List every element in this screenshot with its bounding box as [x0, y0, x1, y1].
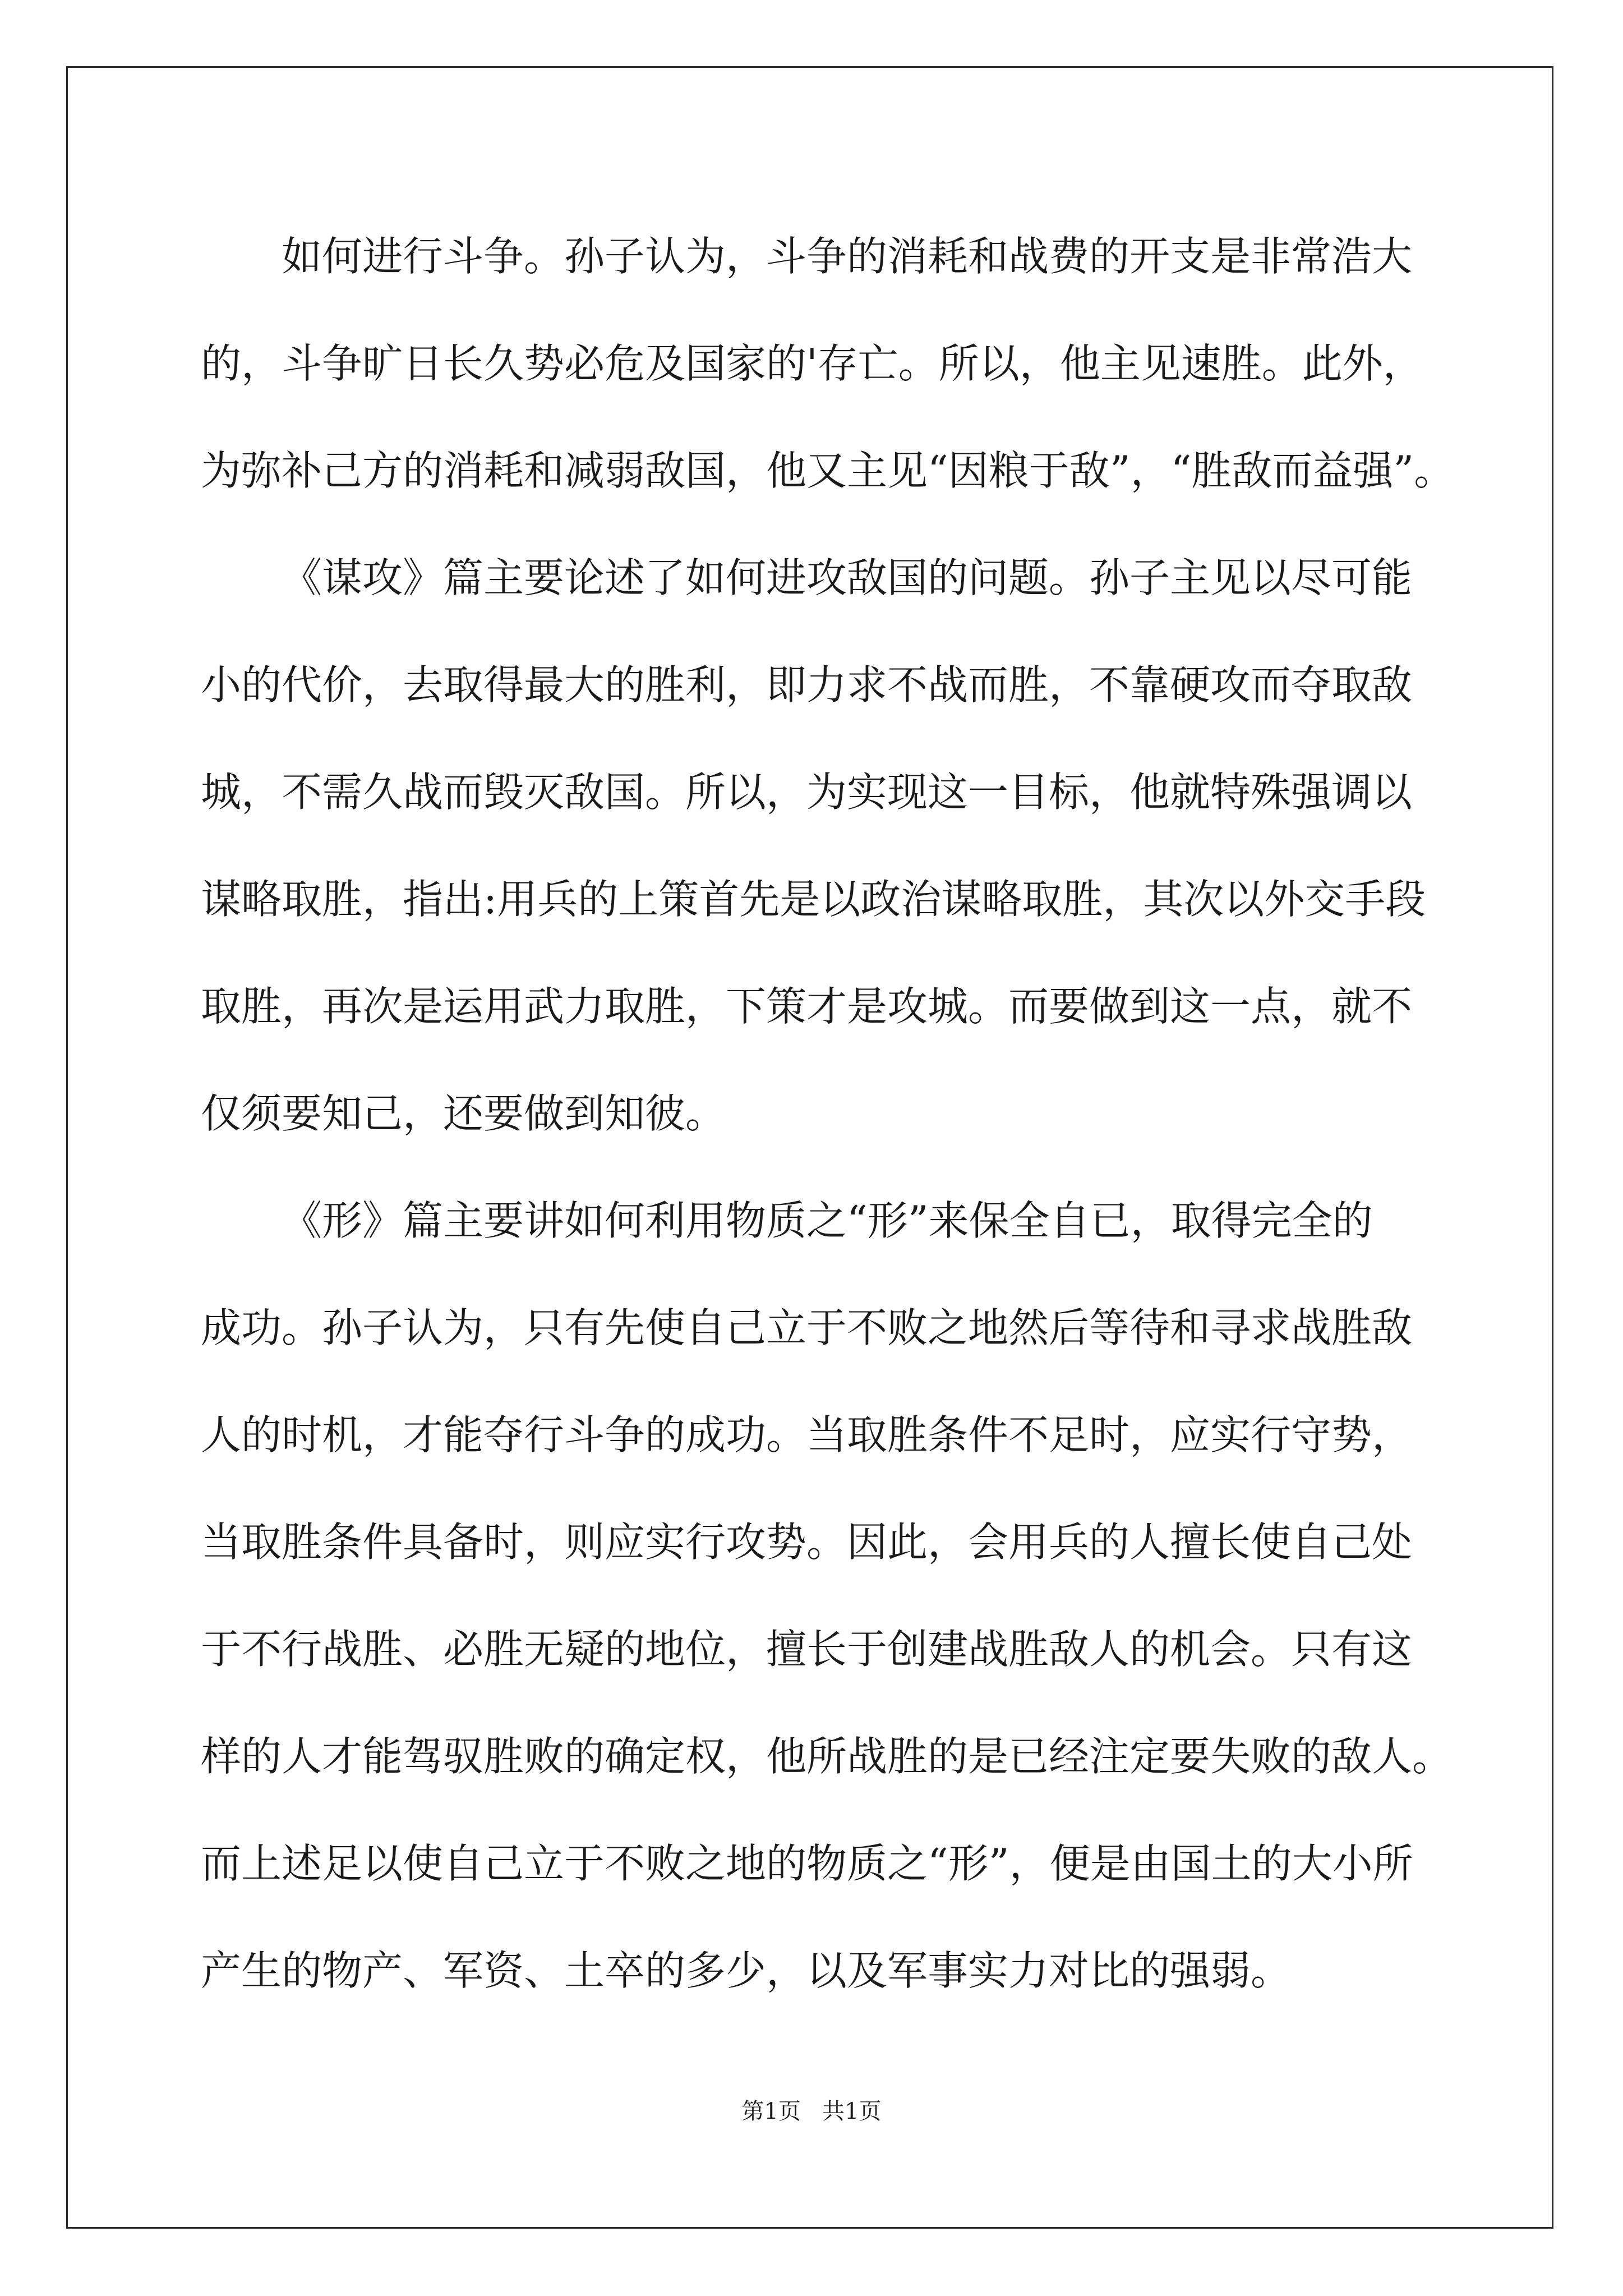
paragraph-3-line-2: 成功。孙子认为，只有先使自己立于不败之地然后等待和寻求战胜敌 [201, 1304, 1413, 1351]
document-body [201, 203, 1455, 2024]
paragraph-3-line-6: 样的人才能驾驭胜败的确定权，他所战胜的是已经注定要失败的敌人。 [201, 1733, 1453, 1780]
paragraph-3-line-4: 当取胜条件具备时，则应实行攻势。因此，会用兵的人擅长使自己处 [201, 1519, 1413, 1566]
paragraph-2-line-5: 取胜，再次是运用武力取胜，下策才是攻城。而要做到这一点，就不 [201, 983, 1413, 1030]
page-number-footer: 第1页 共1页 [741, 2099, 882, 2124]
paragraph-3-line-3: 人的时机，才能夺行斗争的成功。当取胜条件不足时，应实行守势， [201, 1411, 1413, 1458]
paragraph-2-line-2: 小的代价，去取得最大的胜利，即力求不战而胜，不靠硬攻而夺取敌 [201, 661, 1413, 708]
paragraph-3-line-1: 《形》篇主要讲如何利用物质之“形”来保全自已，取得完全的 [282, 1197, 1373, 1244]
paragraph-2-line-6: 仅须要知己，还要做到知彼。 [201, 1090, 726, 1137]
paragraph-1-line-2: 的，斗争旷日长久势必危及国家的'存亡。所以，他主见速胜。此外， [201, 340, 1423, 387]
paragraph-3-line-5: 于不行战胜、必胜无疑的地位，擅长于创建战胜敌人的机会。只有这 [201, 1626, 1413, 1673]
paragraph-1-line-3: 为弥补己方的消耗和减弱敌国，他又主见“因粮于敌”，“胜敌而益强”。 [201, 447, 1455, 494]
paragraph-2-line-3: 城，不需久战而毁灭敌国。所以，为实现这一目标，他就特殊强调以 [201, 769, 1413, 816]
paragraph-3-line-7: 而上述足以使自己立于不败之地的物质之“形”，便是由国土的大小所 [201, 1840, 1413, 1887]
paragraph-3-line-8: 产生的物产、军资、土卒的多少，以及军事实力对比的强弱。 [201, 1947, 1292, 1994]
paragraph-1-line-1: 如何进行斗争。孙子认为，斗争的消耗和战费的开支是非常浩大 [282, 233, 1413, 280]
paragraph-2-line-4: 谋略取胜，指出:用兵的上策首先是以政治谋略取胜，其次以外交手段 [201, 876, 1426, 923]
paragraph-2-line-1: 《谋攻》篇主要论述了如何进攻敌国的问题。孙子主见以尽可能 [282, 554, 1413, 601]
